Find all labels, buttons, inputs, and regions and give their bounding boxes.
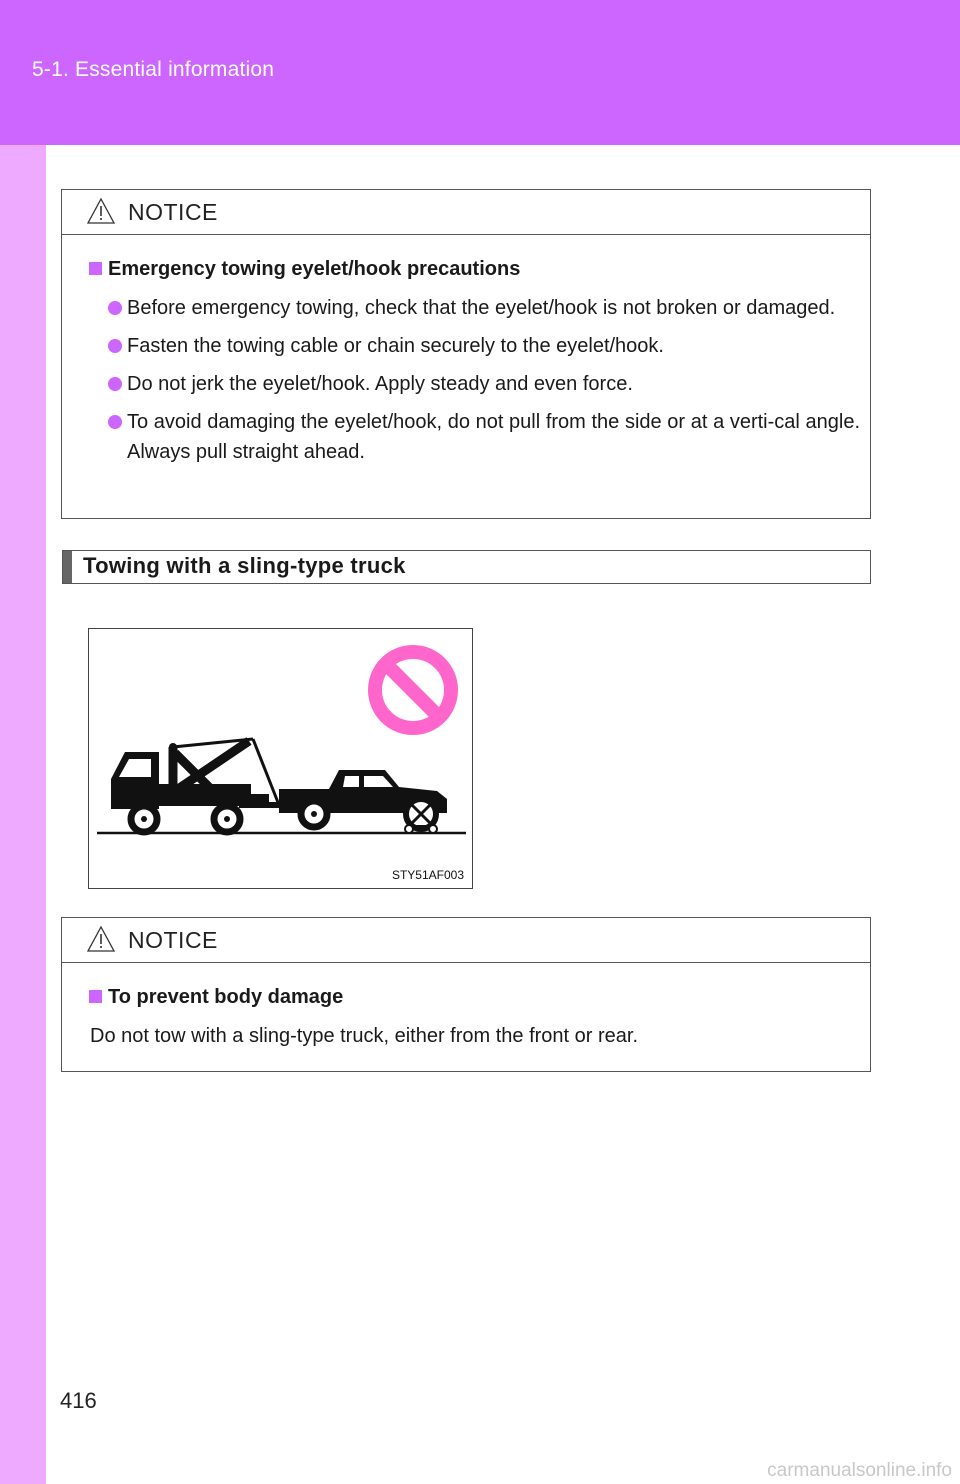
- list-item: Before emergency towing, check that the eyelet/hook is not broken or damaged.: [108, 293, 860, 323]
- notice-box-eyelet: [61, 189, 871, 519]
- sling-tow-truck-drawing: [89, 629, 472, 888]
- watermark: carmanualsonline.info: [767, 1460, 952, 1481]
- page-number: 416: [60, 1388, 97, 1413]
- square-bullet-icon: [89, 990, 102, 1003]
- notice-subhead: To prevent body damage: [89, 983, 860, 1011]
- warning-triangle-icon: [86, 197, 116, 225]
- notice-text: Do not tow with a sling-type truck, either from the front or rear.: [90, 1025, 639, 1047]
- heading-stripe: [63, 551, 72, 583]
- tow-truck-illustration: [88, 628, 473, 889]
- notice-header: [62, 918, 870, 963]
- notice-title: NOTICE: [128, 199, 218, 225]
- prohibited-icon: [375, 652, 451, 728]
- section-label: 5-1. Essential information: [32, 58, 275, 81]
- notice-header: [62, 190, 870, 235]
- figure-code: STY51AF003: [391, 868, 464, 882]
- side-band: [0, 145, 46, 1484]
- notice-box-body-damage: [61, 917, 871, 1072]
- list-item: Do not jerk the eyelet/hook. Apply steady and even force.: [108, 369, 860, 399]
- round-bullet-icon: [108, 339, 122, 353]
- list-item: Fasten the towing cable or chain securely to the eyelet/hook.: [108, 331, 860, 361]
- warning-triangle-icon: [86, 925, 116, 953]
- notice-title: NOTICE: [128, 927, 218, 953]
- round-bullet-icon: [108, 415, 122, 429]
- list-item: To avoid damaging the eyelet/hook, do not pull from the side or at a verti-cal angle. Always pull straight ahead.: [108, 407, 860, 467]
- notice-subhead: Emergency towing eyelet/hook precautions: [89, 255, 860, 283]
- round-bullet-icon: [108, 301, 122, 315]
- square-bullet-icon: [89, 262, 102, 275]
- section-heading: Towing with a sling-type truck: [62, 550, 871, 584]
- round-bullet-icon: [108, 377, 122, 391]
